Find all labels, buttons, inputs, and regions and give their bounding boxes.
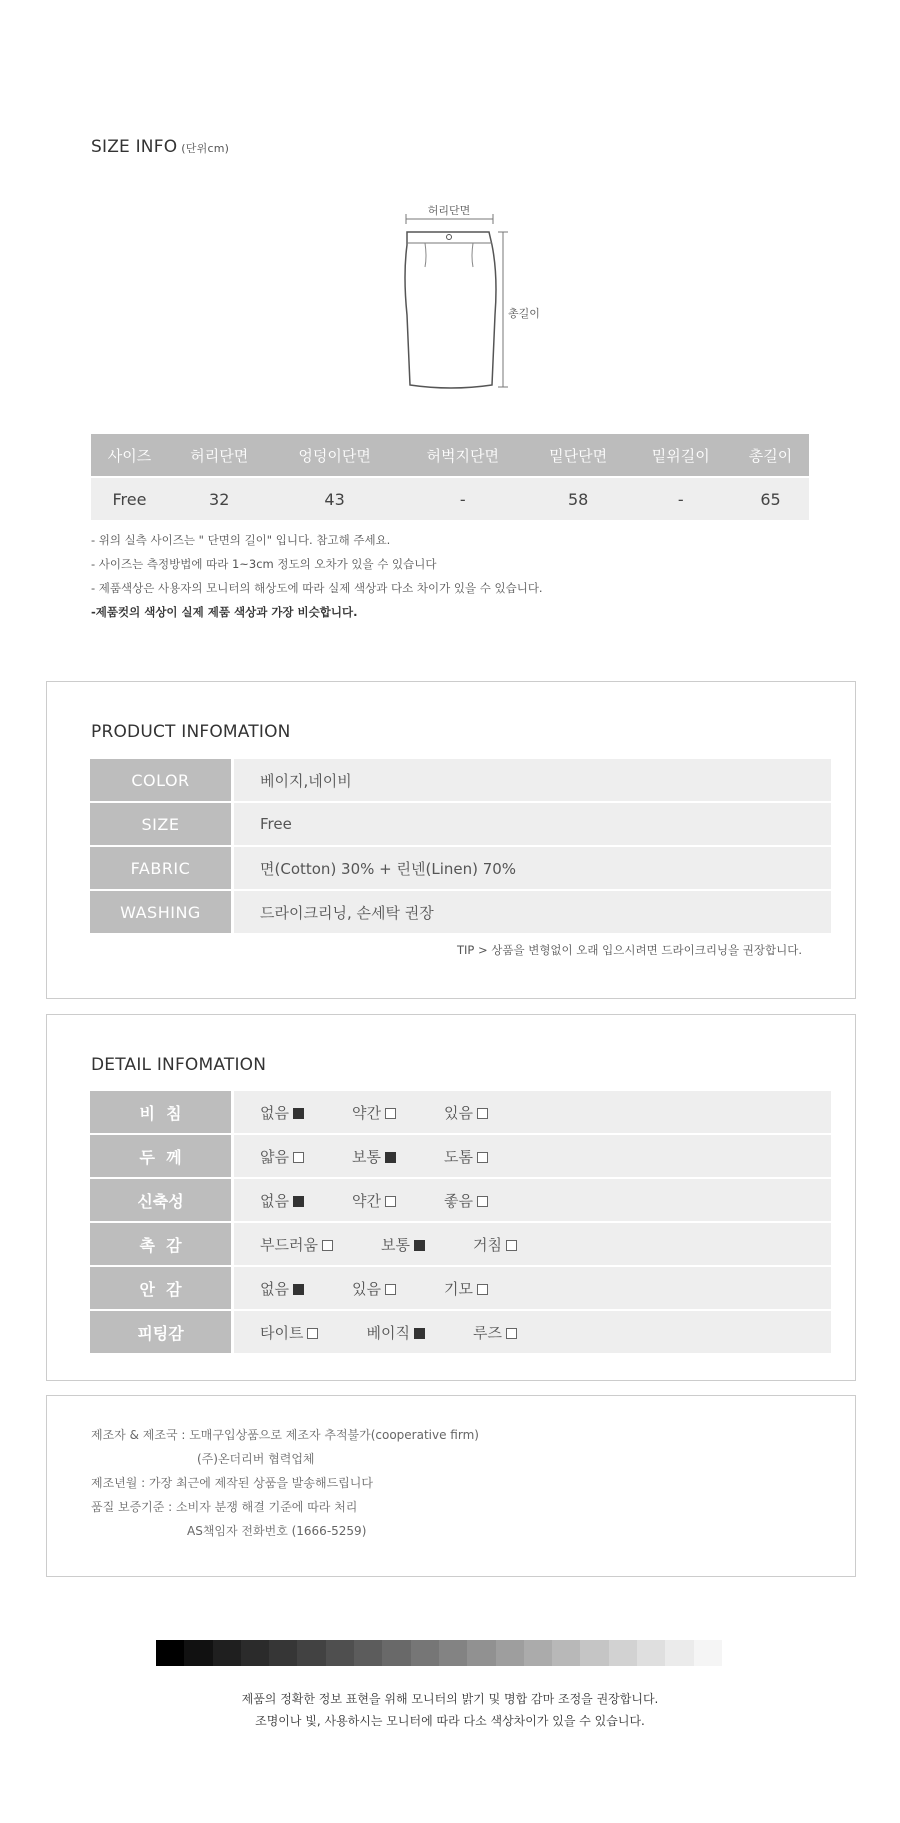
detail-row xyxy=(90,1311,831,1353)
detail-options xyxy=(234,1135,831,1177)
product-value: 드라이크리닝, 손세탁 권장 xyxy=(234,891,831,933)
detail-option xyxy=(473,1322,517,1343)
maker-line: 품질 보증기준 : 소비자 분쟁 해결 기준에 따라 처리 xyxy=(91,1500,358,1514)
detail-option xyxy=(260,1234,333,1255)
product-value: 면(Cotton) 30% + 린넨(Linen) 70% xyxy=(234,847,831,889)
unchecked-box-icon xyxy=(477,1152,488,1163)
product-row-washing xyxy=(90,891,831,933)
unchecked-box-icon xyxy=(322,1240,333,1251)
detail-row xyxy=(90,1179,831,1221)
detail-option-label: 약간 xyxy=(351,1191,381,1210)
detail-option xyxy=(260,1190,304,1211)
size-table-row xyxy=(91,477,809,520)
checked-box-icon xyxy=(293,1108,304,1119)
size-notes xyxy=(91,528,543,624)
detail-option-label: 없음 xyxy=(260,1191,289,1210)
gray-swatch xyxy=(156,1640,184,1666)
detail-option-label: 타이트 xyxy=(260,1323,304,1342)
gray-swatch xyxy=(241,1640,269,1666)
detail-label: 신축성 xyxy=(90,1179,231,1221)
detail-label: 피팅감 xyxy=(90,1311,231,1353)
footer-note-1: 제품의 정확한 정보 표현을 위해 모니터의 밝기 및 명합 감마 조정을 권장합니다. xyxy=(241,1692,659,1706)
detail-label: 비 침 xyxy=(90,1091,231,1133)
size-cell: - xyxy=(399,477,527,520)
detail-label: 촉 감 xyxy=(90,1223,231,1265)
detail-options xyxy=(234,1311,831,1353)
maker-line: (주)온더리버 협력업체 xyxy=(197,1452,315,1466)
product-info-box xyxy=(46,681,856,999)
detail-option xyxy=(473,1234,517,1255)
detail-row xyxy=(90,1267,831,1309)
detail-option-label: 도톰 xyxy=(443,1147,473,1166)
product-label: SIZE xyxy=(90,803,231,845)
gray-swatch xyxy=(326,1640,354,1666)
maker-info-box xyxy=(46,1395,856,1577)
detail-options xyxy=(234,1223,831,1265)
unchecked-box-icon xyxy=(477,1284,488,1295)
unchecked-box-icon xyxy=(385,1284,396,1295)
product-label: COLOR xyxy=(90,759,231,801)
gray-swatch xyxy=(297,1640,325,1666)
detail-option-label: 얇음 xyxy=(260,1147,289,1166)
gray-swatch xyxy=(411,1640,439,1666)
unchecked-box-icon xyxy=(506,1240,517,1251)
size-cell: 43 xyxy=(271,477,399,520)
detail-option xyxy=(260,1322,318,1343)
unchecked-box-icon xyxy=(477,1108,488,1119)
product-row-size xyxy=(90,803,831,845)
detail-option xyxy=(381,1234,425,1255)
detail-option-label: 기모 xyxy=(443,1279,473,1298)
detail-option xyxy=(444,1190,488,1211)
size-table-header xyxy=(91,434,809,477)
waist-label: 허리단면 xyxy=(427,205,471,217)
detail-info-table xyxy=(90,1089,831,1355)
detail-option-label: 거침 xyxy=(472,1235,502,1254)
size-header-cell: 사이즈 xyxy=(91,434,168,477)
checked-box-icon xyxy=(414,1240,425,1251)
gray-swatch xyxy=(580,1640,608,1666)
detail-option xyxy=(352,1102,396,1123)
unchecked-box-icon xyxy=(385,1108,396,1119)
product-row-fabric xyxy=(90,847,831,889)
detail-option xyxy=(444,1102,488,1123)
checked-box-icon xyxy=(414,1328,425,1339)
checked-box-icon xyxy=(293,1196,304,1207)
checked-box-icon xyxy=(385,1152,396,1163)
gray-swatch xyxy=(496,1640,524,1666)
size-note: - 위의 실측 사이즈는 " 단면의 길이" 입니다. 참고해 주세요. xyxy=(91,533,391,547)
detail-row xyxy=(90,1135,831,1177)
gray-swatch xyxy=(552,1640,580,1666)
gray-swatch xyxy=(467,1640,495,1666)
size-cell: 32 xyxy=(168,477,271,520)
checked-box-icon xyxy=(293,1284,304,1295)
gray-swatch xyxy=(439,1640,467,1666)
maker-info xyxy=(91,1423,479,1543)
gray-swatch xyxy=(213,1640,241,1666)
gray-swatch xyxy=(354,1640,382,1666)
gray-swatch xyxy=(524,1640,552,1666)
product-value: 베이지,네이비 xyxy=(234,759,831,801)
size-note: - 사이즈는 측정방법에 따라 1~3cm 정도의 오차가 있을 수 있습니다 xyxy=(91,557,437,571)
detail-label: 안 감 xyxy=(90,1267,231,1309)
detail-option xyxy=(352,1278,396,1299)
grayscale-strip xyxy=(156,1640,722,1666)
size-table xyxy=(91,434,809,520)
maker-line: 제조년월 : 가장 최근에 제작된 상품을 발송해드립니다 xyxy=(91,1476,373,1490)
skirt-diagram xyxy=(385,205,565,405)
detail-options xyxy=(234,1267,831,1309)
gray-swatch xyxy=(609,1640,637,1666)
detail-option xyxy=(352,1146,396,1167)
unchecked-box-icon xyxy=(293,1152,304,1163)
detail-options xyxy=(234,1179,831,1221)
size-cell: Free xyxy=(91,477,168,520)
detail-option-label: 있음 xyxy=(443,1103,473,1122)
size-header-cell: 허벅지단면 xyxy=(399,434,527,477)
product-label: WASHING xyxy=(90,891,231,933)
unchecked-box-icon xyxy=(506,1328,517,1339)
detail-option xyxy=(444,1146,488,1167)
detail-option-label: 루즈 xyxy=(472,1323,502,1342)
gray-swatch xyxy=(637,1640,665,1666)
detail-option-label: 보통 xyxy=(380,1235,410,1254)
size-note-emphasis: -제품컷의 색상이 실제 제품 색상과 가장 비슷합니다. xyxy=(91,605,358,619)
size-cell: 65 xyxy=(732,477,809,520)
size-header-cell: 밑단단면 xyxy=(527,434,630,477)
gray-swatch xyxy=(184,1640,212,1666)
unchecked-box-icon xyxy=(385,1196,396,1207)
size-header-cell: 밑위길이 xyxy=(629,434,732,477)
maker-line: 제조자 & 제조국 : 도매구입상품으로 제조자 추적불가(cooperative firm) xyxy=(91,1428,479,1442)
size-cell: - xyxy=(629,477,732,520)
gray-swatch xyxy=(665,1640,693,1666)
unchecked-box-icon xyxy=(477,1196,488,1207)
gray-swatch xyxy=(269,1640,297,1666)
detail-option-label: 베이직 xyxy=(366,1323,410,1342)
product-label: FABRIC xyxy=(90,847,231,889)
product-row-color xyxy=(90,759,831,801)
length-label: 총길이 xyxy=(508,307,540,320)
detail-option-label: 없음 xyxy=(260,1279,289,1298)
detail-option xyxy=(444,1278,488,1299)
detail-option-label: 약간 xyxy=(351,1103,381,1122)
gray-swatch xyxy=(382,1640,410,1666)
size-unit: (단위cm) xyxy=(181,142,230,155)
detail-option xyxy=(260,1146,304,1167)
detail-options xyxy=(234,1091,831,1133)
product-value: Free xyxy=(234,803,831,845)
product-info-table xyxy=(90,757,831,935)
washing-tip: TIP > 상품을 변형없이 오래 입으시려면 드라이크리닝을 권장합니다. xyxy=(456,943,802,957)
detail-option-label: 없음 xyxy=(260,1103,289,1122)
detail-option-label: 부드러움 xyxy=(260,1235,318,1254)
detail-option xyxy=(260,1278,304,1299)
size-header-cell: 허리단면 xyxy=(168,434,271,477)
unchecked-box-icon xyxy=(307,1328,318,1339)
size-info-title: SIZE INFO (단위cm) xyxy=(91,137,230,157)
detail-option xyxy=(352,1190,396,1211)
detail-option xyxy=(260,1102,304,1123)
footer-note-2: 조명이나 빛, 사용하시는 모니터에 따라 다소 색상차이가 있을 수 있습니다. xyxy=(255,1714,645,1728)
detail-row xyxy=(90,1223,831,1265)
detail-info-box xyxy=(46,1014,856,1381)
size-cell: 58 xyxy=(527,477,630,520)
detail-label: 두 께 xyxy=(90,1135,231,1177)
maker-line: AS책임자 전화번호 (1666-5259) xyxy=(187,1524,367,1538)
detail-row xyxy=(90,1091,831,1133)
detail-info-title: DETAIL INFOMATION xyxy=(91,1055,267,1075)
detail-option-label: 있음 xyxy=(351,1279,381,1298)
size-header-cell: 엉덩이단면 xyxy=(271,434,399,477)
size-header-cell: 총길이 xyxy=(732,434,809,477)
product-info-title: PRODUCT INFOMATION xyxy=(91,722,291,742)
size-note: - 제품색상은 사용자의 모니터의 해상도에 따라 실제 색상과 다소 차이가 있을 수 있습니다. xyxy=(91,581,543,595)
detail-option xyxy=(366,1322,424,1343)
detail-option-label: 좋음 xyxy=(443,1191,473,1210)
gray-swatch xyxy=(694,1640,722,1666)
detail-option-label: 보통 xyxy=(351,1147,381,1166)
